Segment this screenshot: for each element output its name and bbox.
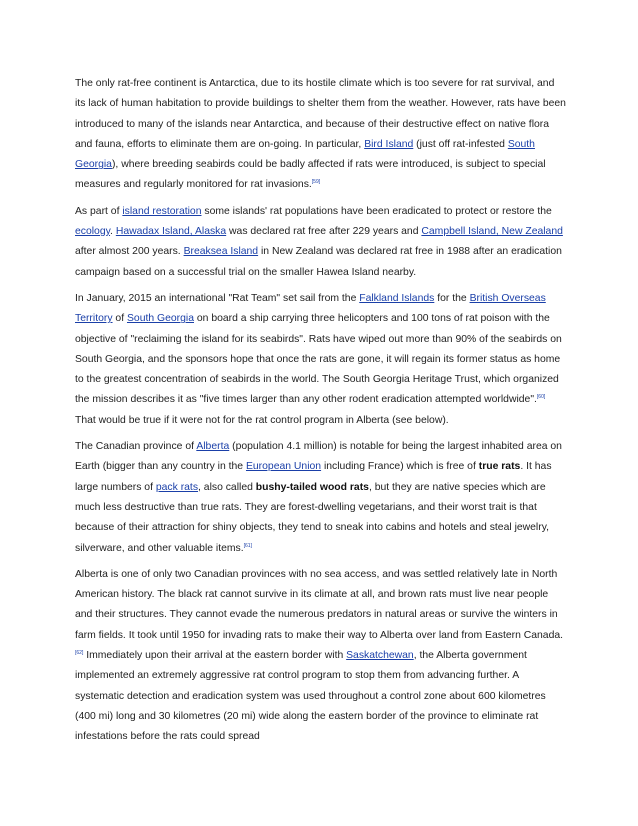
paragraph-text: was declared rat free after 229 years and	[226, 226, 422, 238]
bold-bushy-tailed-wood-rats: bushy-tailed wood rats	[255, 481, 369, 493]
bold-true-rats: true rats	[478, 461, 521, 473]
citation-ref[interactable]: [59]	[311, 179, 321, 186]
paragraph-text: (just off rat-infested	[413, 138, 508, 150]
link-european-union[interactable]: European Union	[245, 461, 322, 473]
paragraph-text: That would be true if it were not for the rat control program in Alberta (see below).	[75, 414, 449, 426]
paragraph-text: on board a ship carrying three helicopters and 100 tons of rat poison with the objective of "reclaiming the island for its seabirds". Rats have wiped out more than 90% of the seabirds on South Georgia, and the sponsors hope that once the rats are gone, it will regain its former status as home to the greatest concentration of seabirds in the world. The South Georgia Heritage Trust, which organized the mission describes it as "five times larger than any other rodent eradication attempted worldwide".	[75, 313, 562, 406]
link-south-georgia[interactable]: South Georgia	[75, 138, 535, 171]
paragraph-text: in New Zealand was declared rat free in 1988 after an eradication campaign based on a successful trial on the smaller Hawea Island nearby.	[75, 246, 562, 278]
link-alberta[interactable]: Alberta	[196, 441, 230, 453]
paragraph-text: .	[110, 226, 116, 238]
paragraph-text: (population 4.1 million) is notable for being the largest inhabited area on Earth (bigger than any country in the	[75, 441, 562, 473]
link-south-georgia[interactable]: South Georgia	[126, 313, 194, 325]
paragraph-text: As part of	[75, 205, 123, 217]
link-bird-island[interactable]: Bird Island	[364, 138, 414, 150]
paragraph-text: In January, 2015 an international "Rat Team" set sail from the	[75, 292, 360, 304]
paragraph-alberta-history	[75, 565, 567, 748]
link-saskatchewan[interactable]: Saskatchewan	[346, 650, 414, 662]
paragraph-text: , also called	[198, 481, 256, 493]
link-british-overseas-territory[interactable]: British Overseas Territory	[75, 292, 546, 325]
document-body	[75, 74, 567, 754]
paragraph-text: The Canadian province of	[75, 441, 197, 453]
paragraph-text: some islands' rat populations have been eradicated to protect or restore the	[201, 205, 552, 217]
link-ecology[interactable]: ecology	[75, 226, 111, 238]
link-pack-rats[interactable]: pack rats	[155, 481, 199, 493]
paragraph-text: The only rat-free continent is Antarctica, due to its hostile climate which is too severe for rat survival, and its lack of human habitation to provide buildings to shelter them from the weather. However, rats have been introduced to many of the islands near Antarctica, and because of their destructive effect on native flora and fauna, efforts to eliminate them are on-going. In particular,	[75, 78, 566, 150]
link-falkland-islands[interactable]: Falkland Islands	[359, 292, 435, 304]
link-island-restoration[interactable]: island restoration	[122, 205, 202, 217]
paragraph-text: . It has large numbers of	[75, 461, 552, 493]
paragraph-text: , but they are native species which are much less destructive than true rats. They are forest-dwelling vegetarians, and their worst trait is that because of their attraction for shiny objects, they tend to sneak into cabins and hotels and steal jewelry, silverware, and other valuable items.	[75, 481, 550, 554]
paragraph-text: of	[112, 313, 127, 325]
link-breaksea-island[interactable]: Breaksea Island	[183, 246, 259, 258]
paragraph-text: after almost 200 years.	[75, 246, 184, 258]
paragraph-text: Immediately upon their arrival at the eastern border with	[83, 650, 347, 662]
link-campbell-island[interactable]: Campbell Island, New Zealand	[421, 226, 563, 238]
paragraph-text: including France) which is free of	[321, 461, 479, 473]
paragraph-antarctica	[75, 74, 567, 196]
paragraph-rat-team	[75, 289, 567, 431]
paragraph-text: ), where breeding seabirds could be badly affected if rats were introduced, is subject to special measures and regularly monitored for rat invasions.	[75, 159, 546, 191]
paragraph-alberta	[75, 437, 567, 559]
paragraph-text: for the	[434, 292, 470, 304]
paragraph-text: , the Alberta government implemented an extremely aggressive rat control program to stop them from advancing further. A systematic detection and eradication system was used throughout a control zone about 600 kilometres (400 mi) long and 30 kilometres (20 mi) wide along the eastern border of the province to eliminate rat infestations before the rats could spread	[75, 650, 546, 743]
citation-ref[interactable]: [61]	[243, 542, 252, 549]
citation-ref[interactable]: [62]	[75, 650, 84, 657]
paragraph-text: Alberta is one of only two Canadian provinces with no sea access, and was settled relatively late in North American history. The black rat cannot survive in its climate at all, and brown rats must live near people and their structures. They cannot evade the numerous predators in natural areas or survive the winters in farm fields. It took until 1950 for invading rats to make their way to Alberta over land from Eastern Canada.	[75, 568, 564, 641]
link-hawadax-island[interactable]: Hawadax Island, Alaska	[115, 226, 227, 238]
citation-ref[interactable]: [60]	[536, 394, 546, 401]
paragraph-island-restoration	[75, 202, 567, 283]
